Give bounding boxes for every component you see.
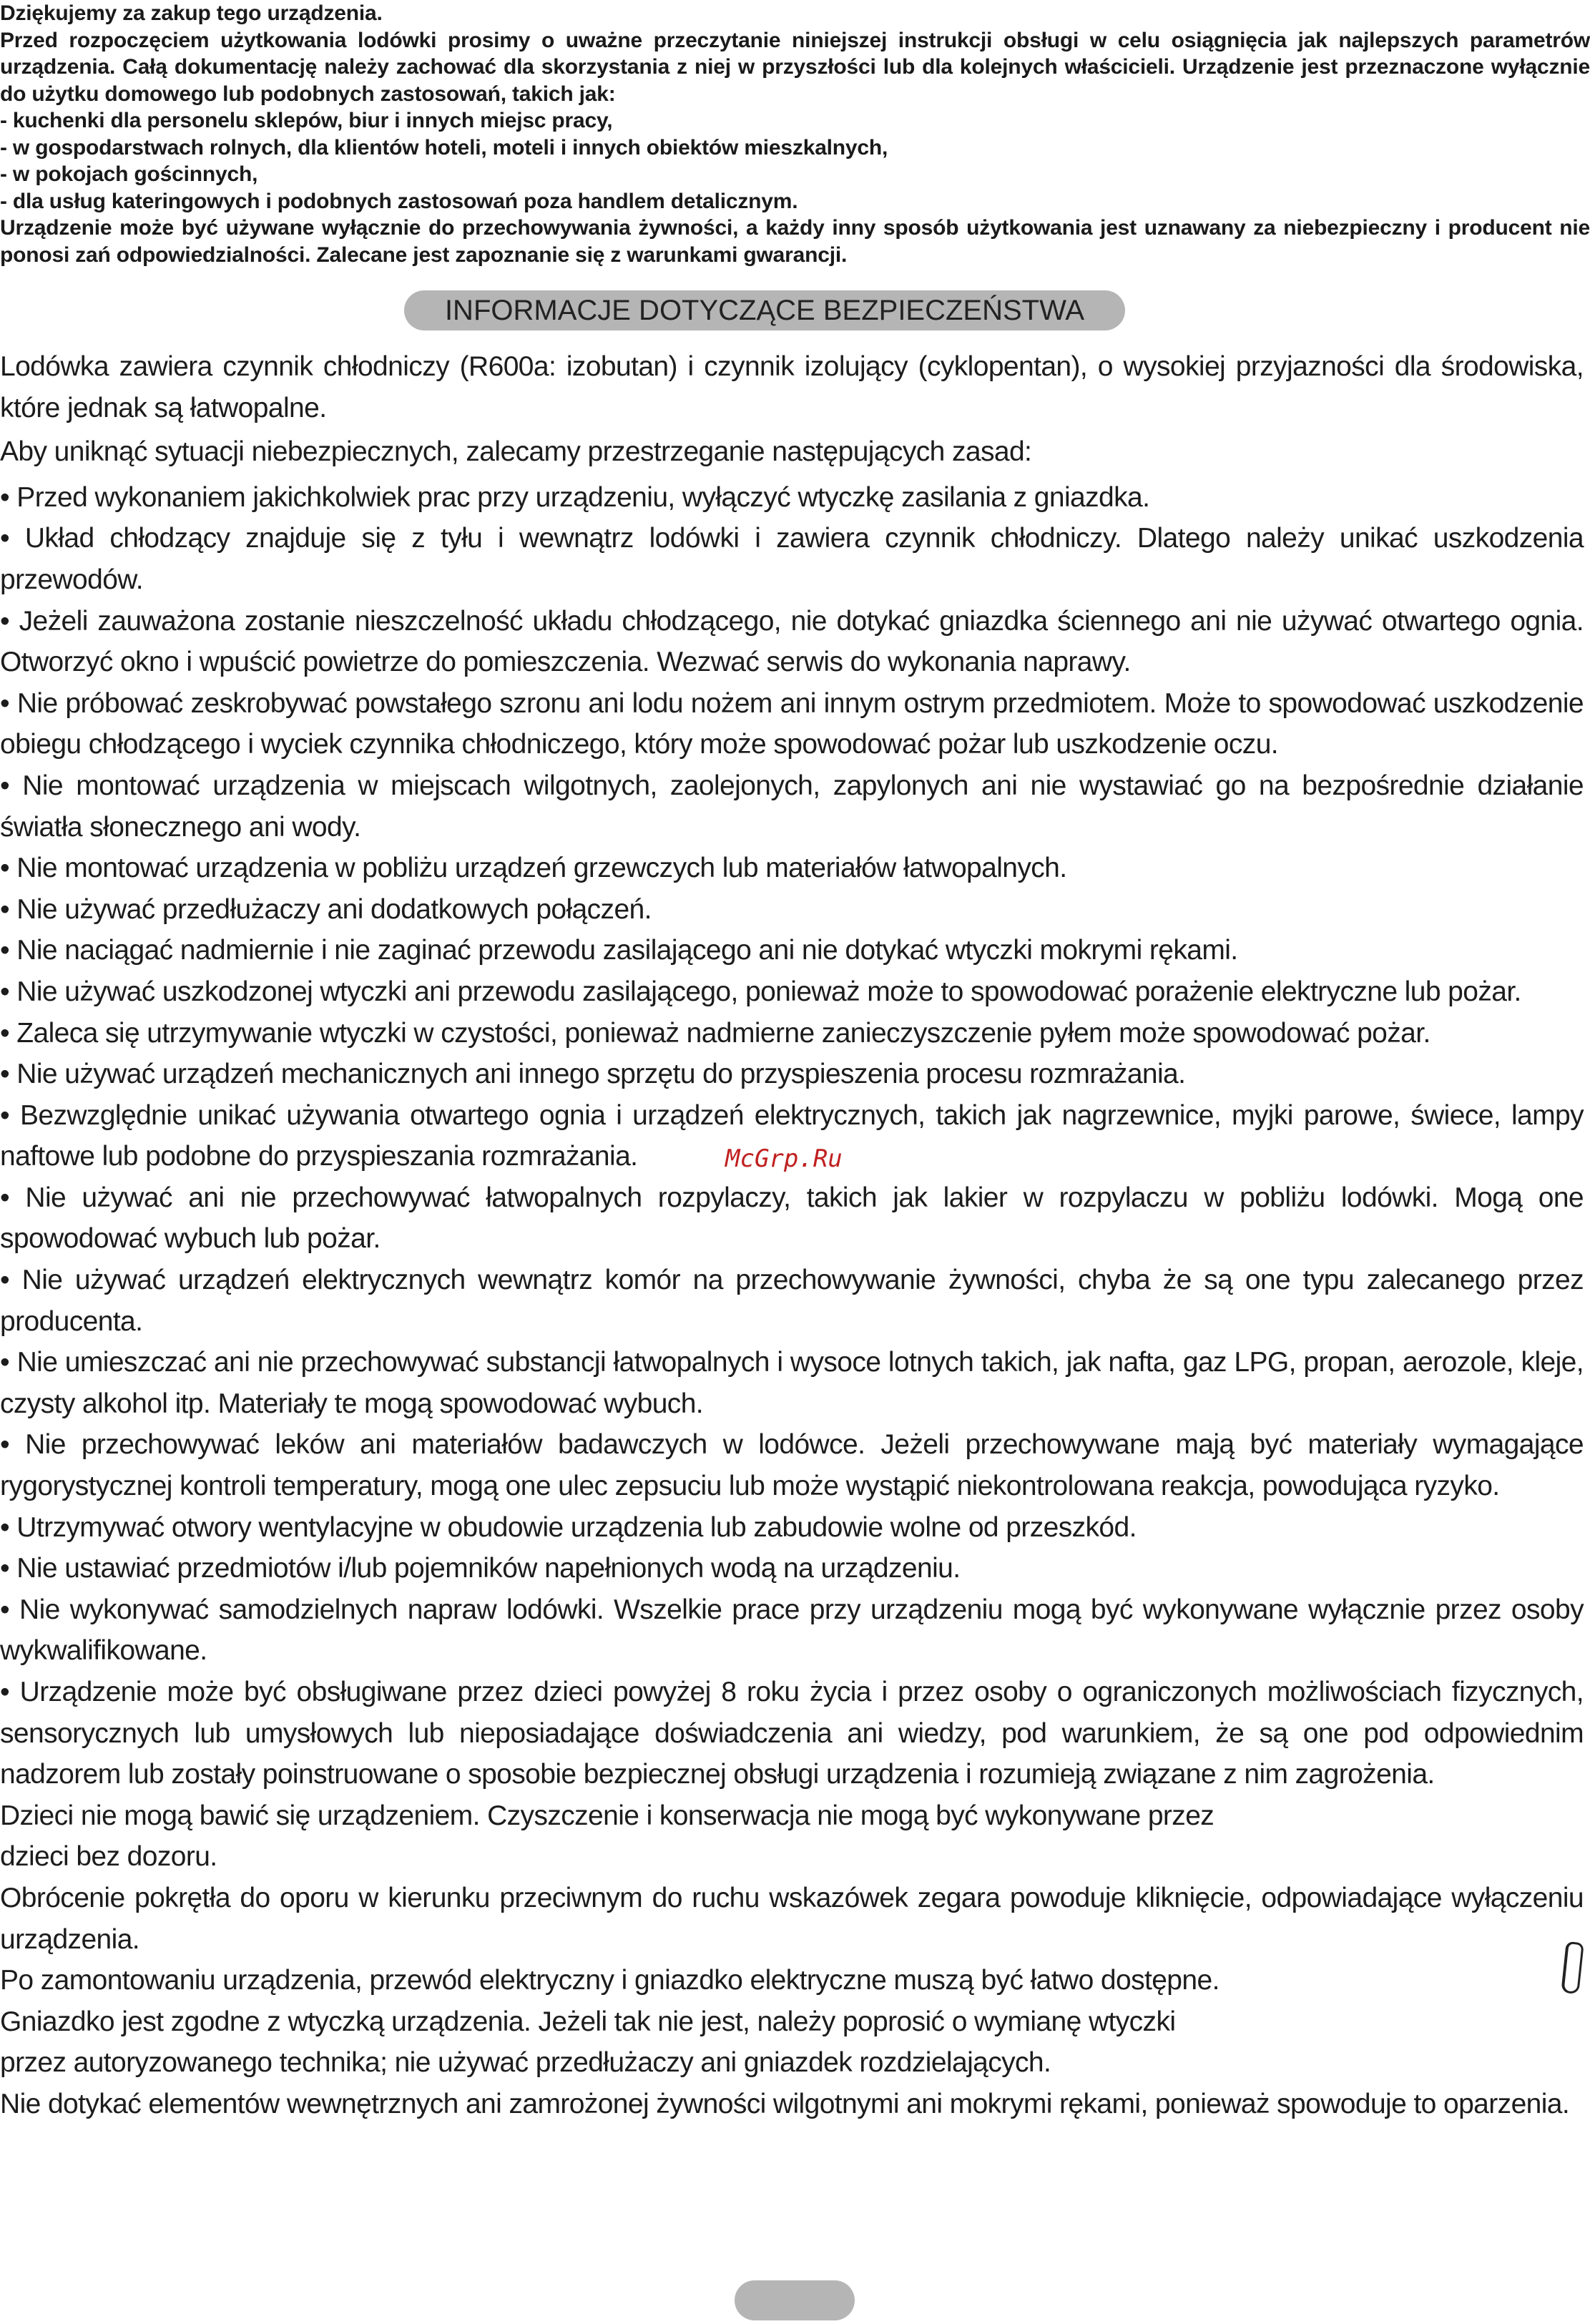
- safety-item: • Nie ustawiać przedmiotów i/lub pojemników napełnionych wodą na urządzeniu.: [0, 1553, 961, 1584]
- refrigerant-note: Lodówka zawiera czynnik chłodniczy (R600a: izobutan) i czynnik izolujący (cyklopentan), o wysokiej przyjazności dla środowiska, które jednak są łatwopalne.: [0, 351, 1584, 423]
- intro-usage-note: Urządzenie może być używane wyłącznie do przechowywania żywności, a każdy inny sposób użytkowania jest uznawany za niebezpieczny i producent nie ponosi zań odpowiedzialności. Zalecane jest zapoznanie się z warunkami gwarancji.: [0, 216, 1590, 267]
- safety-item: • Zaleca się utrzymywanie wtyczki w czystości, ponieważ nadmierne zanieczyszczenie pyłem może spowodować pożar.: [0, 1017, 1430, 1049]
- intro-use-item: - kuchenki dla personelu sklepów, biur i innych miejsc pracy,: [0, 109, 613, 132]
- page-number-pill: [735, 2280, 855, 2320]
- safety-item: • Nie montować urządzenia w pobliżu urządzeń grzewczych lub materiałów łatwopalnych.: [0, 853, 1067, 884]
- intro-use-item: - dla usług kateringowych i podobnych zastosowań poza handlem detalicznym.: [0, 189, 798, 213]
- safety-item: • Nie wykonywać samodzielnych napraw lodówki. Wszelkie prace przy urządzeniu mogą być wykonywane wyłącznie przez osoby wykwalifikowane.: [0, 1594, 1584, 1667]
- intro-use-item: - w pokojach gościnnych,: [0, 162, 258, 186]
- children-note-line: dzieci bez dozoru.: [0, 1841, 217, 1873]
- watermark: McGrp.Ru: [725, 1144, 843, 1173]
- safety-item: • Nie przechowywać leków ani materiałów badawczych w lodówce. Jeżeli przechowywane mają być materiały wymagające rygorystycznej kontroli temperatury, mogą one ulec zepsuciu lub może wystąpić niekontrolowana reakcja, powodująca ryzyko.: [0, 1429, 1584, 1502]
- safety-item: • Utrzymywać otwory wentylacyjne w obudowie urządzenia lub zabudowie wolne od przeszkód.: [0, 1511, 1137, 1543]
- children-note-line: Dzieci nie mogą bawić się urządzeniem. Czyszczenie i konserwacja nie mogą być wykonywane przez: [0, 1800, 1214, 1831]
- safety-item: • Bezwzględnie unikać używania otwartego ognia i urządzeń elektrycznych, takich jak nagrzewnice, myjki parowe, świece, lampy naftowe lub podobne do przyspieszania rozmrażania.: [0, 1099, 1584, 1172]
- safety-item: • Nie używać uszkodzonej wtyczki ani przewodu zasilającego, ponieważ może to spowodować porażenie elektryczne lub pożar.: [0, 976, 1521, 1007]
- safety-item: • Nie naciągać nadmiernie i nie zaginać przewodu zasilającego ani nie dotykać wtyczki mokrymi rękami.: [0, 935, 1238, 966]
- section-heading: INFORMACJE DOTYCZĄCE BEZPIECZEŃSTWA: [404, 290, 1125, 330]
- safety-item: • Jeżeli zauważona zostanie nieszczelność układu chłodzącego, nie dotykać gniazdka ściennego ani nie używać otwartego ognia. Otworzyć okno i wpuścić powietrze do pomieszczenia. Wezwać serwis do wykonania naprawy.: [0, 605, 1584, 678]
- intro-use-item: - w gospodarstwach rolnych, dla klientów hoteli, moteli i innych obiektów mieszkalnych,: [0, 135, 888, 160]
- knob-note: Obrócenie pokrętła do oporu w kierunku przeciwnym do ruchu wskazówek zegara powoduje kliknięcie, odpowiadające wyłączeniu urządzenia.: [0, 1882, 1584, 1955]
- socket-note-line: Gniazdko jest zgodne z wtyczką urządzenia. Jeżeli tak nie jest, należy poprosić o wymianę wtyczki: [0, 2006, 1176, 2037]
- safety-item: • Nie próbować zeskrobywać powstałego szronu ani lodu nożem ani innym ostrym przedmiotem. Może to spowodować uszkodzenie obiegu chłodzącego i wyciek czynnika chłodniczego, który może spowodować pożar lub uszkodzenie oczu.: [0, 687, 1584, 760]
- safety-body: [0, 346, 1584, 2125]
- rules-intro: Aby uniknąć sytuacji niebezpiecznych, zalecamy przestrzeganie następujących zasad:: [0, 436, 1032, 468]
- socket-note-line: przez autoryzowanego technika; nie używać przedłużaczy ani gniazdek rozdzielających.: [0, 2047, 1051, 2079]
- burn-note: Nie dotykać elementów wewnętrznych ani zamrożonej żywności wilgotnymi ani mokrymi rękami, ponieważ spowoduje to oparzenia.: [0, 2088, 1570, 2119]
- safety-item: • Układ chłodzący znajduje się z tyłu i wewnątrz lodówki i zawiera czynnik chłodniczy. Dlatego należy unikać uszkodzenia przewodów.: [0, 523, 1584, 595]
- safety-item: • Nie montować urządzenia w miejscach wilgotnych, zaolejonych, zapylonych ani nie wystawiać go na bezpośrednie działanie światła słonecznego ani wody.: [0, 770, 1584, 843]
- safety-item: • Przed wykonaniem jakichkolwiek prac przy urządzeniu, wyłączyć wtyczkę zasilania z gniazdka.: [0, 481, 1150, 513]
- safety-item: • Nie używać przedłużaczy ani dodatkowych połączeń.: [0, 893, 652, 925]
- safety-item: • Nie umieszczać ani nie przechowywać substancji łatwopalnych i wysoce lotnych takich, jak nafta, gaz LPG, propan, aerozole, kleje, czysty alkohol itp. Materiały te mogą spowodować wybuch.: [0, 1347, 1584, 1419]
- safety-item: • Nie używać urządzeń elektrycznych wewnątrz komór na przechowywanie żywności, chyba że są one typu zalecanego przez producenta.: [0, 1265, 1584, 1337]
- safety-item: • Nie używać urządzeń mechanicznych ani innego sprzętu do przyspieszenia procesu rozmrażania.: [0, 1059, 1186, 1090]
- intro-thanks: Dziękujemy za zakup tego urządzenia.: [0, 1, 383, 25]
- access-note: Po zamontowaniu urządzenia, przewód elektryczny i gniazdko elektryczne muszą być łatwo dostępne.: [0, 1965, 1220, 1996]
- safety-item: • Urządzenie może być obsługiwane przez dzieci powyżej 8 roku życia i przez osoby o ograniczonych możliwościach fizycznych, sensorycznych lub umysłowych lub nieposiadające doświadczenia ani wiedzy, pod warunkiem, że są one pod odpowiednim nadzorem lub zostały poinstruowane o sposobie bezpiecznej obsługi urządzenia i rozumieją związane z nim zagrożenia.: [0, 1677, 1584, 1790]
- intro-section: [0, 0, 1590, 268]
- safety-item: • Nie używać ani nie przechowywać łatwopalnych rozpylaczy, takich jak lakier w rozpylaczu w pobliżu lodówki. Mogą one spowodować wybuch lub pożar.: [0, 1182, 1584, 1255]
- intro-paragraph: Przed rozpoczęciem użytkowania lodówki prosimy o uważne przeczytanie niniejszej instrukcji obsługi w celu osiągnięcia jak najlepszych parametrów urządzenia. Całą dokumentację należy zachować dla skorzystania z niej w przyszłości lub dla kolejnych właścicieli. Urządzenie jest przeznaczone wyłącznie do użytku domowego lub podobnych zastosowań, takich jak:: [0, 28, 1590, 106]
